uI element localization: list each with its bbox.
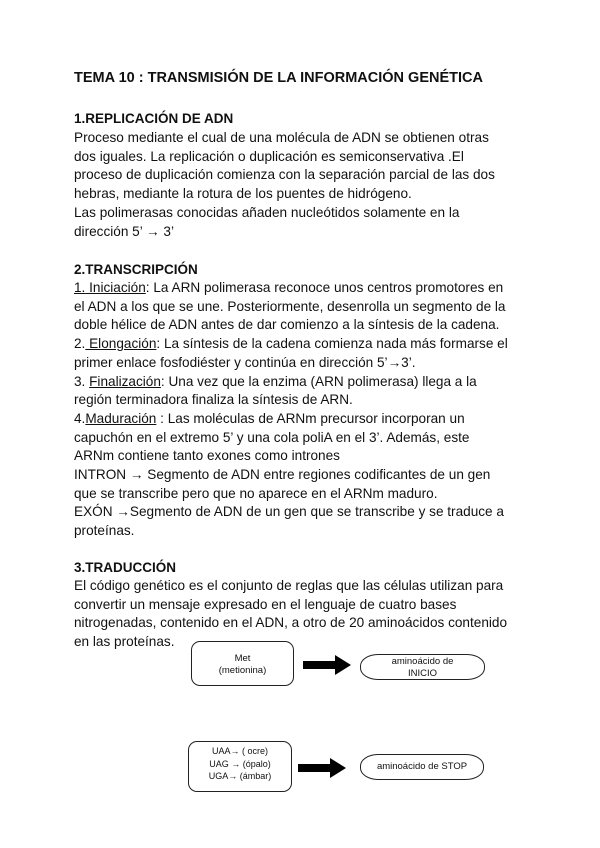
iniciacion-line: 1. Iniciación: La ARN polimerasa reconoce unos centros promotores en bbox=[74, 280, 504, 295]
stop-codon-line2: UAG → (ópalo) bbox=[209, 758, 271, 769]
text-line: el ADN a los que se une. Posteriormente, desenrolla un segmento de la bbox=[74, 298, 506, 314]
start-amino-acid-pill bbox=[360, 654, 485, 680]
finalizacion-line: 3. Finalización: Una vez que la enzima (ARN polimerasa) llega a la bbox=[74, 373, 477, 389]
text-line: nitrogenadas, contenido en el ADN, a otro de 20 aminoácidos contenido bbox=[74, 615, 508, 631]
text-line: en las proteínas. bbox=[74, 634, 175, 650]
text-line: capuchón en el extremo 5’ y una cola poliA en el 3’. Además, este bbox=[74, 429, 470, 445]
page-title: TEMA 10 : TRANSMISIÓN DE LA INFORMACIÓN GENÉTICA bbox=[74, 70, 483, 86]
finalizacion-term: Finalización bbox=[89, 373, 161, 389]
maduracion-term: Maduración bbox=[85, 410, 157, 426]
section-heading-traduccion: 3.TRADUCCIÓN bbox=[74, 560, 177, 575]
text-line: que se transcribe pero que no aparece en el ARNm maduro. bbox=[74, 485, 438, 501]
elongacion-term: Elongación bbox=[85, 336, 157, 352]
text-line: hebras, mediante la rotura de los puentes de hidrógeno. bbox=[74, 186, 412, 202]
stop-codon-line1: UAA→ ( ocre) bbox=[211, 746, 268, 756]
right-arrow-icon bbox=[303, 655, 351, 675]
start-codon-line1: Met bbox=[234, 653, 251, 664]
maduracion-line: 4.Maduración : Las moléculas de ARNm precursor incorporan un bbox=[74, 410, 465, 426]
text-line: El código genético es el conjunto de reglas que las células utilizan para bbox=[74, 578, 504, 593]
elongacion-line: 2. Elongación: La síntesis de la cadena comienza nada más formarse el bbox=[74, 336, 508, 352]
stop-codon-box bbox=[188, 741, 292, 792]
stop-amino-acid-pill bbox=[360, 754, 484, 780]
text-line: primer enlace fosfodiéster y continúa en dirección 5’→3’. bbox=[74, 354, 416, 370]
text-line: Las polimerasas conocidas añaden nucleótidos solamente en la bbox=[74, 204, 460, 220]
start-codon-box bbox=[191, 641, 294, 686]
section-heading-replicacion: 1.REPLICACIÓN DE ADN bbox=[74, 111, 234, 126]
text-line: convertir un mensaje expresado en el lenguaje de cuatro bases bbox=[74, 596, 457, 612]
text-line: dirección 5’ → 3’ bbox=[74, 223, 174, 239]
text-line: ARNm contiene tanto exones como intrones bbox=[74, 448, 340, 464]
start-codon-line2: (metionina) bbox=[218, 665, 267, 676]
text-line: Proceso mediante el cual de una molécula de ADN se obtienen otras bbox=[74, 130, 489, 145]
stop-amino-line1: aminoácido de STOP bbox=[376, 761, 468, 772]
text-line: proteínas. bbox=[74, 523, 135, 539]
section-heading-transcripcion: 2.TRANSCRIPCIÓN bbox=[74, 262, 198, 277]
right-arrow-icon bbox=[298, 758, 346, 778]
start-amino-line1: aminoácido de bbox=[391, 656, 454, 667]
paragraph-replicacion bbox=[74, 129, 534, 241]
paragraph-traduccion bbox=[74, 577, 534, 652]
iniciacion-term: 1. Iniciación bbox=[74, 280, 146, 295]
text-line: región terminadora finaliza la síntesis de ARN. bbox=[74, 392, 353, 408]
stop-codon-line3: UGA→ (ámbar) bbox=[208, 771, 272, 781]
text-line: dos iguales. La replicación o duplicación es semiconservativa .El bbox=[74, 148, 464, 164]
text-line: proceso de duplicación comienza con la separación parcial de las dos bbox=[74, 167, 495, 183]
paragraph-transcripcion bbox=[74, 279, 534, 541]
text-line: doble hélice de ADN antes de dar comienzo a la síntesis de la cadena. bbox=[74, 317, 500, 333]
text-line: EXÓN →Segmento de ADN de un gen que se transcribe y se traduce a bbox=[74, 504, 504, 520]
text-line: INTRON → Segmento de ADN entre regiones codificantes de un gen bbox=[74, 467, 491, 483]
start-amino-line2: INICIO bbox=[407, 668, 438, 679]
